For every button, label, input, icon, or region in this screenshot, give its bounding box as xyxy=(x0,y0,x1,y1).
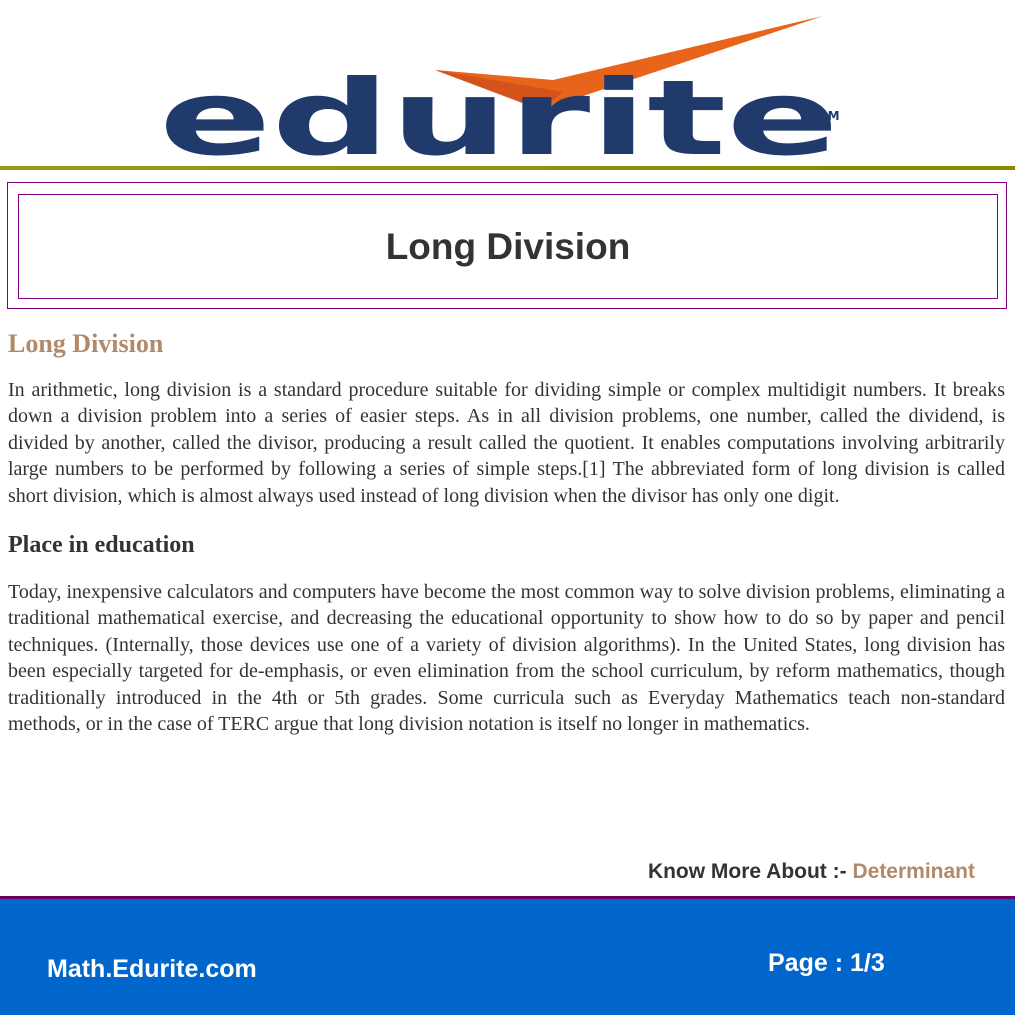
title-box xyxy=(18,194,998,299)
page-indicator: Page : 1/3 xyxy=(768,949,885,977)
edurite-logo-graphic xyxy=(143,8,855,160)
section-heading-long-division: Long Division xyxy=(8,329,164,358)
know-more-line xyxy=(648,860,975,884)
edurite-logo[interactable] xyxy=(143,8,855,160)
page-title: Long Division xyxy=(385,225,631,267)
svg-text:SM: SM xyxy=(819,109,840,123)
article-body xyxy=(8,327,1005,757)
know-more-link[interactable]: Determinant xyxy=(852,860,975,883)
header-divider xyxy=(0,166,1015,170)
footer-site-link[interactable]: Math.Edurite.com xyxy=(47,955,257,983)
section-heading-place-in-education: Place in education xyxy=(8,532,195,559)
section-paragraph-long-division: In arithmetic, long division is a standard procedure suitable for dividing simple or complex multidigit numbers. It breaks down a division problem into a series of easier steps. As in all division problems, one number, called the dividend, is divided by another, called the divisor, producing a result called the quotient. It enables computations involving arbitrarily large numbers to be performed by following a series of simple steps.[1] The abbreviated form of long division is called short division, which is almost always used instead of long division when the divisor has only one digit. xyxy=(8,379,1005,507)
svg-text:edurite: edurite xyxy=(159,57,839,160)
footer-bar xyxy=(0,896,1015,1015)
know-more-label: Know More About :- xyxy=(647,860,847,883)
section-paragraph-place-in-education: Today, inexpensive calculators and computers have become the most common way to solve division problems, eliminating a traditional mathematical exercise, and decreasing the educational opportunity to show how to do so by paper and pencil techniques. (Internally, those devices use one of a variety of division algorithms). In the United States, long division has been especially targeted for de-emphasis, or even elimination from the school curriculum, by reform mathematics, though traditionally introduced in the 4th or 5th grades. Some curricula such as Everyday Mathematics teach non-standard methods, or in the case of TERC argue that long division notation is itself no longer in mathematics. xyxy=(8,581,1005,736)
